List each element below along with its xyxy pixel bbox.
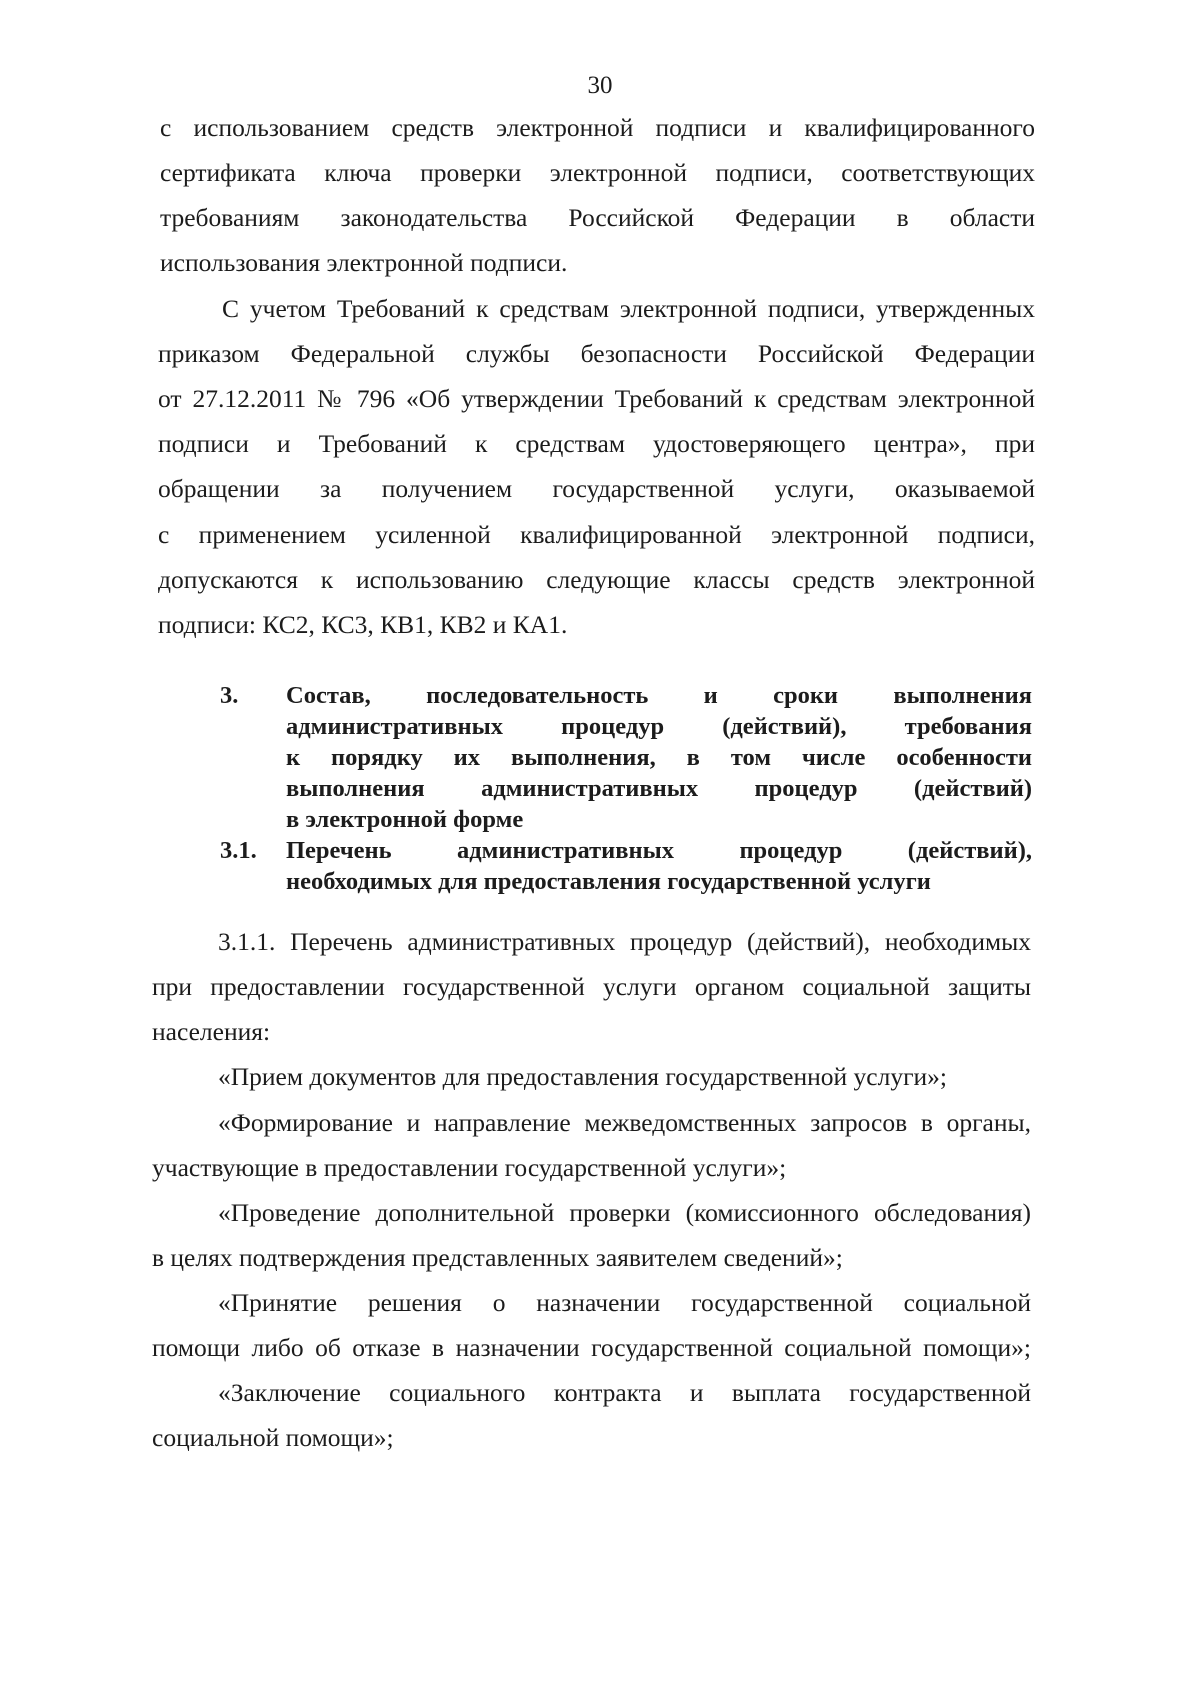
text-line: приказом Федеральной службы безопасности Российской Федерации — [158, 339, 1035, 368]
text-line: с применением усиленной квалифицированной электронной подписи, — [158, 520, 1035, 549]
text-line: использования электронной подписи. — [160, 248, 568, 277]
heading-line: к порядку их выполнения, в том числе особенности — [286, 744, 1032, 771]
text-line: обращении за получением государственной услуги, оказываемой — [158, 474, 1035, 503]
list-item: «Формирование и направление межведомственных запросов в органы, — [218, 1108, 1031, 1137]
text-line: с использованием средств электронной подписи и квалифицированного — [160, 113, 1035, 142]
text-line: подписи: КС2, КС3, КВ1, КВ2 и КА1. — [158, 610, 568, 639]
text-line: подписи и Требований к средствам удостоверяющего центра», при — [158, 429, 1035, 458]
list-item: «Принятие решения о назначении государственной социальной — [218, 1288, 1031, 1317]
heading-line: административных процедур (действий), требования — [286, 713, 1032, 740]
text-line: населения: — [152, 1017, 271, 1046]
text-line: С учетом Требований к средствам электронной подписи, утвержденных — [222, 294, 1035, 323]
section-number: 3. — [220, 682, 239, 709]
list-item: «Заключение социального контракта и выплата государственной — [218, 1378, 1031, 1407]
section-number: 3.1. — [220, 837, 257, 864]
text-line: при предоставлении государственной услуги органом социальной защиты — [152, 972, 1031, 1001]
page-number: 30 — [587, 72, 613, 99]
text-line: 3.1.1. Перечень административных процедур (действий), необходимых — [218, 927, 1031, 956]
list-item: «Прием документов для предоставления государственной услуги»; — [218, 1062, 948, 1091]
text-line: допускаются к использованию следующие классы средств электронной — [158, 565, 1035, 594]
heading-line: в электронной форме — [286, 806, 524, 833]
heading-line: выполнения административных процедур (действий) — [286, 775, 1032, 802]
heading-line: Перечень административных процедур (действий), — [286, 837, 1032, 864]
list-item-continuation: социальной помощи»; — [152, 1423, 394, 1452]
list-item-continuation: в целях подтверждения представленных заявителем сведений»; — [152, 1243, 843, 1272]
text-line: сертификата ключа проверки электронной подписи, соответствующих — [160, 158, 1035, 187]
list-item-continuation: участвующие в предоставлении государственной услуги»; — [152, 1153, 787, 1182]
text-line: требованиям законодательства Российской Федерации в области — [160, 203, 1035, 232]
list-item: «Проведение дополнительной проверки (комиссионного обследования) — [218, 1198, 1031, 1227]
list-item-continuation: помощи либо об отказе в назначении государственной социальной помощи»; — [152, 1333, 1031, 1362]
heading-line: Состав, последовательность и сроки выполнения — [286, 682, 1032, 709]
heading-line: необходимых для предоставления государственной услуги — [286, 868, 931, 895]
text-line: от 27.12.2011 № 796 «Об утверждении Требований к средствам электронной — [158, 384, 1035, 413]
